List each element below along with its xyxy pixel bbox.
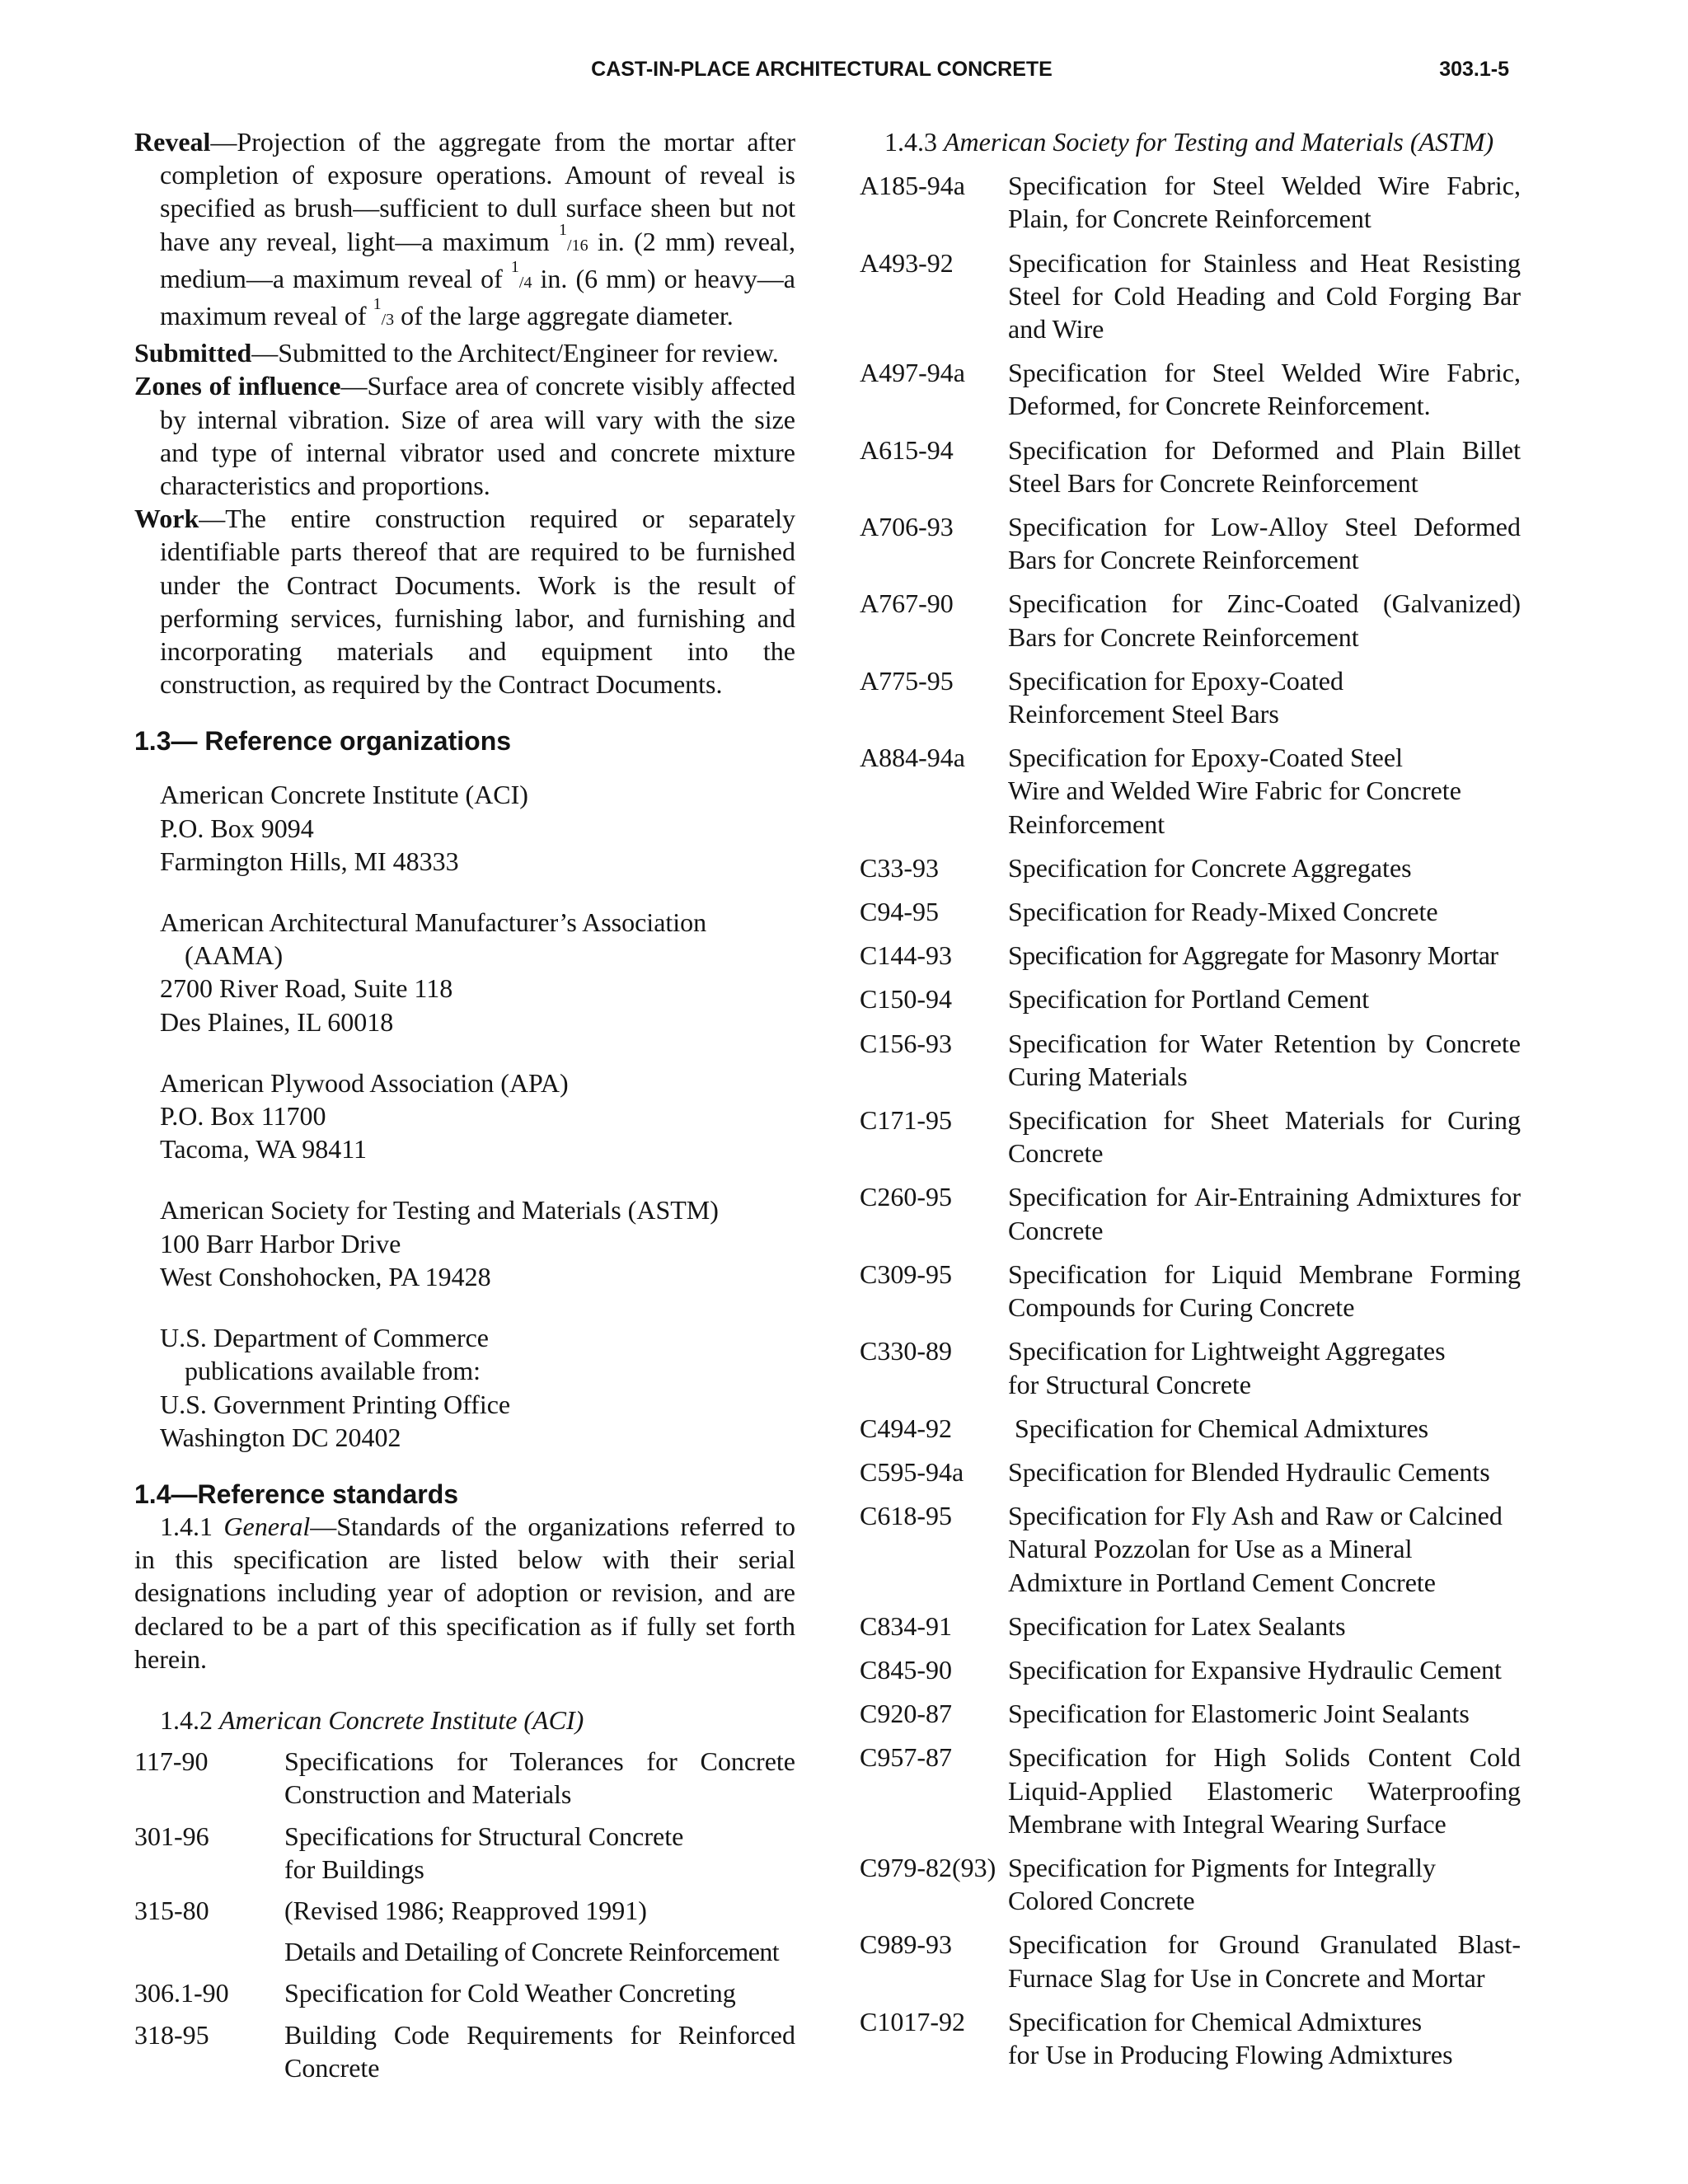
- paragraph-1-4-1: 1.4.1 General—Standards of the organizations referred to in this specification are listed below with their serial designations including year of adoption or revision, and are declared to be a part of this specification as if fully set forth herein.: [134, 1511, 795, 1674]
- standard-title-cont: Reinforcement Steel Bars: [1008, 699, 1279, 729]
- definition-submitted: Submitted—Submitted to the Architect/Engineer for review.: [134, 338, 779, 368]
- definition-term: Zones of influence: [134, 371, 341, 401]
- standard-code: A775-95: [860, 665, 954, 696]
- standard-title: Specification for Air-Entraining Admixtures for Concrete: [1008, 1182, 1521, 1245]
- astm-standard-row: [860, 982, 1521, 1015]
- astm-standard-row: [860, 1499, 1521, 1599]
- astm-standard-row: [860, 1180, 1521, 1246]
- astm-standard-row: [860, 169, 1521, 235]
- standard-title: Specifications for Tolerances for Concrete Construction and Materials: [284, 1746, 795, 1810]
- standard-title-cont: Details and Detailing of Concrete Reinforcement: [284, 1937, 780, 1967]
- standard-code: C171-95: [860, 1105, 952, 1136]
- standard-code: C957-87: [860, 1742, 952, 1773]
- astm-standard-row: [860, 1741, 1521, 1840]
- standard-title: Specification for Pigments for Integrally: [1008, 1852, 1436, 1882]
- definition-work: Work—The entire construction required or separately identifiable parts thereof that are required to be furnished under the Contract Documents. Work is the result of performing services, furnishing labor, and furnishing and incorporating materials and equipment into the construction, as required by the Contract Documents.: [134, 504, 795, 700]
- standard-code: 315-80: [134, 1895, 209, 1925]
- standard-title: Specifications for Structural Concrete: [284, 1821, 684, 1851]
- standard-code: C979-82(93): [860, 1852, 996, 1882]
- astm-standard-row: [860, 1027, 1521, 1093]
- astm-standard-row: [860, 851, 1521, 884]
- standard-title: Specification for Epoxy-Coated Steel: [1008, 743, 1403, 773]
- standard-code: C494-92: [860, 1413, 952, 1443]
- standard-title: Specification for Latex Sealants: [1008, 1610, 1346, 1641]
- standard-title: Specification for Fly Ash and Raw or Calcined: [1008, 1501, 1503, 1531]
- standard-title-cont: for Structural Concrete: [1008, 1369, 1251, 1399]
- standard-code: 301-96: [134, 1821, 209, 1851]
- standard-code: C309-95: [860, 1258, 952, 1289]
- standard-code: A185-94a: [860, 171, 965, 201]
- standard-title-cont: Colored Concrete: [1008, 1886, 1195, 1916]
- aci-standard-row: [134, 1976, 795, 2009]
- org-astm: American Society for Testing and Materials (ASTM) 100 Barr Harbor Drive West Conshohocken, PA 19428: [160, 1195, 719, 1291]
- standard-code: C595-94a: [860, 1456, 964, 1487]
- standard-title-cont: for Use in Producing Flowing Admixtures: [1008, 2039, 1453, 2069]
- standard-code: C920-87: [860, 1699, 952, 1729]
- astm-standard-row: [860, 1928, 1521, 1994]
- header-title: CAST-IN-PLACE ARCHITECTURAL CONCRETE: [591, 58, 1053, 81]
- standard-code: A497-94a: [860, 358, 965, 388]
- astm-standard-row: [860, 356, 1521, 422]
- standard-title: Specification for Lightweight Aggregates: [1008, 1336, 1446, 1366]
- standard-code: C845-90: [860, 1654, 952, 1685]
- standard-title: Specification for Zinc-Coated (Galvanized) Bars for Concrete Reinforcement: [1008, 588, 1521, 652]
- standard-code: 318-95: [134, 2019, 209, 2050]
- astm-standard-row: [860, 434, 1521, 499]
- standard-title: Specification for Stainless and Heat Resisting Steel for Cold Heading and Cold Forging Bar and Wire: [1008, 247, 1521, 344]
- astm-standard-row: [860, 587, 1521, 653]
- standard-code: C94-95: [860, 897, 939, 927]
- astm-standard-row: [860, 1104, 1521, 1169]
- standard-title: Specification for Aggregate for Masonry Mortar: [1008, 940, 1498, 971]
- standard-code: C330-89: [860, 1336, 952, 1366]
- definition-zones-of-influence: Zones of influence—Surface area of concrete visibly affected by internal vibration. Size of area will vary with the size and type of internal vibrator used and concrete mixture characteristics and proportions.: [134, 371, 796, 501]
- standard-code: A884-94a: [860, 743, 965, 773]
- standard-title: Specification for Concrete Aggregates: [1008, 852, 1412, 883]
- definition-term: Reveal: [134, 127, 211, 157]
- standard-code: A615-94: [860, 434, 954, 465]
- standard-code: C144-93: [860, 940, 952, 971]
- standard-code: C150-94: [860, 984, 952, 1015]
- org-aama: American Architectural Manufacturer’s Association (AAMA) 2700 River Road, Suite 118 Des Plaines, IL 60018: [160, 907, 707, 1037]
- standard-title: Specification for Blended Hydraulic Cements: [1008, 1456, 1490, 1487]
- astm-standards-list: [860, 169, 1521, 2071]
- section-heading-1-3: 1.3— Reference organizations: [134, 726, 512, 757]
- standard-code: 117-90: [134, 1746, 209, 1777]
- standard-title-cont: Admixture in Portland Cement Concrete: [1008, 1567, 1436, 1597]
- org-aci: American Concrete Institute (ACI) P.O. Box 9094 Farmington Hills, MI 48333: [160, 780, 528, 876]
- standard-code: C33-93: [860, 852, 939, 883]
- standard-title: (Revised 1986; Reapproved 1991): [284, 1895, 647, 1925]
- astm-standard-row: [860, 664, 1521, 730]
- standard-title: Specification for High Solids Content Cold Liquid-Applied Elastomeric Waterproofing Membrane with Integral Wearing Surface: [1008, 1742, 1521, 1839]
- standard-title: Specification for Liquid Membrane Forming Compounds for Curing Concrete: [1008, 1258, 1521, 1323]
- standard-title-cont: Reinforcement: [1008, 808, 1165, 839]
- subheading-1-4-2: 1.4.2 American Concrete Institute (ACI): [160, 1704, 584, 1735]
- page-number: 303.1-5: [1439, 58, 1509, 81]
- definition-term: Work: [134, 504, 199, 534]
- standard-title: Specification for Ready-Mixed Concrete: [1008, 897, 1438, 927]
- right-column: [860, 125, 1521, 2071]
- standard-code: A767-90: [860, 588, 954, 619]
- org-apa: American Plywood Association (APA) P.O. Box 11700 Tacoma, WA 98411: [160, 1067, 569, 1165]
- astm-standard-row: [860, 510, 1521, 576]
- standard-title-cont: Natural Pozzolan for Use as a Mineral: [1008, 1534, 1413, 1564]
- standard-title: Specification for Ground Granulated Blast-Furnace Slag for Use in Concrete and Mortar: [1008, 1929, 1521, 1993]
- section-heading-1-4: 1.4—Reference standards: [134, 1479, 459, 1509]
- astm-standard-row: [860, 1697, 1521, 1730]
- left-column: [134, 125, 795, 2084]
- aci-standard-row: [134, 2018, 795, 2084]
- standard-title: Specification for Steel Welded Wire Fabric, Plain, for Concrete Reinforcement: [1008, 171, 1521, 234]
- standard-title: Specification for Low-Alloy Steel Deformed Bars for Concrete Reinforcement: [1008, 512, 1521, 575]
- running-header: [134, 58, 1509, 91]
- astm-standard-row: [860, 1258, 1521, 1324]
- astm-standard-row: [860, 2005, 1521, 2071]
- standard-code: 306.1-90: [134, 1978, 229, 2008]
- standard-title: Specification for Deformed and Plain Billet Steel Bars for Concrete Reinforcement: [1008, 434, 1521, 498]
- standard-code: A493-92: [860, 247, 954, 278]
- standard-title: Specification for Chemical Admixtures: [1008, 2006, 1423, 2036]
- standard-title: Specification for Chemical Admixtures: [1015, 1413, 1429, 1443]
- definition-reveal: Reveal—Projection of the aggregate from the mortar after completion of exposure operations. Amount of reveal is specified as brush—sufficient to dull surface sheen but not have any reveal, light—a maximum $^1$/16 in. (2 mm) reveal, medium—a maximum reveal of $^1$/4 in. (6 mm) or heavy—a maximum reveal of $^1$/3 of the large aggregate diameter.: [134, 127, 796, 331]
- standard-code: C618-95: [860, 1501, 952, 1531]
- standard-title: Specification for Water Retention by Concrete Curing Materials: [1008, 1028, 1521, 1091]
- aci-standard-row: [134, 1745, 795, 1811]
- astm-standard-row: [860, 1653, 1521, 1686]
- standard-title: Specification for Sheet Materials for Curing Concrete: [1008, 1105, 1521, 1169]
- astm-standard-row: [860, 1334, 1521, 1400]
- definition-term: Submitted: [134, 338, 252, 368]
- standard-title: Specification for Expansive Hydraulic Cement: [1008, 1654, 1502, 1685]
- astm-standard-row: [860, 741, 1521, 841]
- subheading-1-4-3: 1.4.3 American Society for Testing and Materials (ASTM): [884, 127, 1494, 157]
- standard-title: Specification for Epoxy-Coated: [1008, 665, 1343, 696]
- standard-title-cont: Wire and Welded Wire Fabric for Concrete: [1008, 776, 1461, 806]
- standard-title: Building Code Requirements for Reinforced Concrete: [284, 2019, 795, 2083]
- astm-standard-row: [860, 1455, 1521, 1488]
- standard-title: Specification for Cold Weather Concreting: [284, 1978, 736, 2008]
- astm-standard-row: [860, 1851, 1521, 1917]
- standard-code: C834-91: [860, 1610, 952, 1641]
- aci-standard-row: [134, 1820, 795, 1886]
- org-us-commerce: U.S. Department of Commerce publications available from: U.S. Government Printing Office Washington DC 20402: [160, 1323, 511, 1452]
- standard-title: Specification for Elastomeric Joint Sealants: [1008, 1699, 1470, 1729]
- standard-code: C1017-92: [860, 2006, 965, 2036]
- standard-code: A706-93: [860, 512, 954, 542]
- standard-title-cont: for Buildings: [284, 1854, 424, 1884]
- standard-title: Specification for Steel Welded Wire Fabric, Deformed, for Concrete Reinforcement.: [1008, 358, 1521, 421]
- astm-standard-row: [860, 1610, 1521, 1643]
- aci-standard-row: [134, 1894, 795, 1968]
- standard-code: C156-93: [860, 1028, 952, 1058]
- standard-title: Specification for Portland Cement: [1008, 984, 1370, 1015]
- standard-code: C260-95: [860, 1182, 952, 1212]
- astm-standard-row: [860, 895, 1521, 928]
- astm-standard-row: [860, 246, 1521, 346]
- astm-standard-row: [860, 939, 1521, 972]
- standard-code: C989-93: [860, 1929, 952, 1960]
- astm-standard-row: [860, 1412, 1521, 1445]
